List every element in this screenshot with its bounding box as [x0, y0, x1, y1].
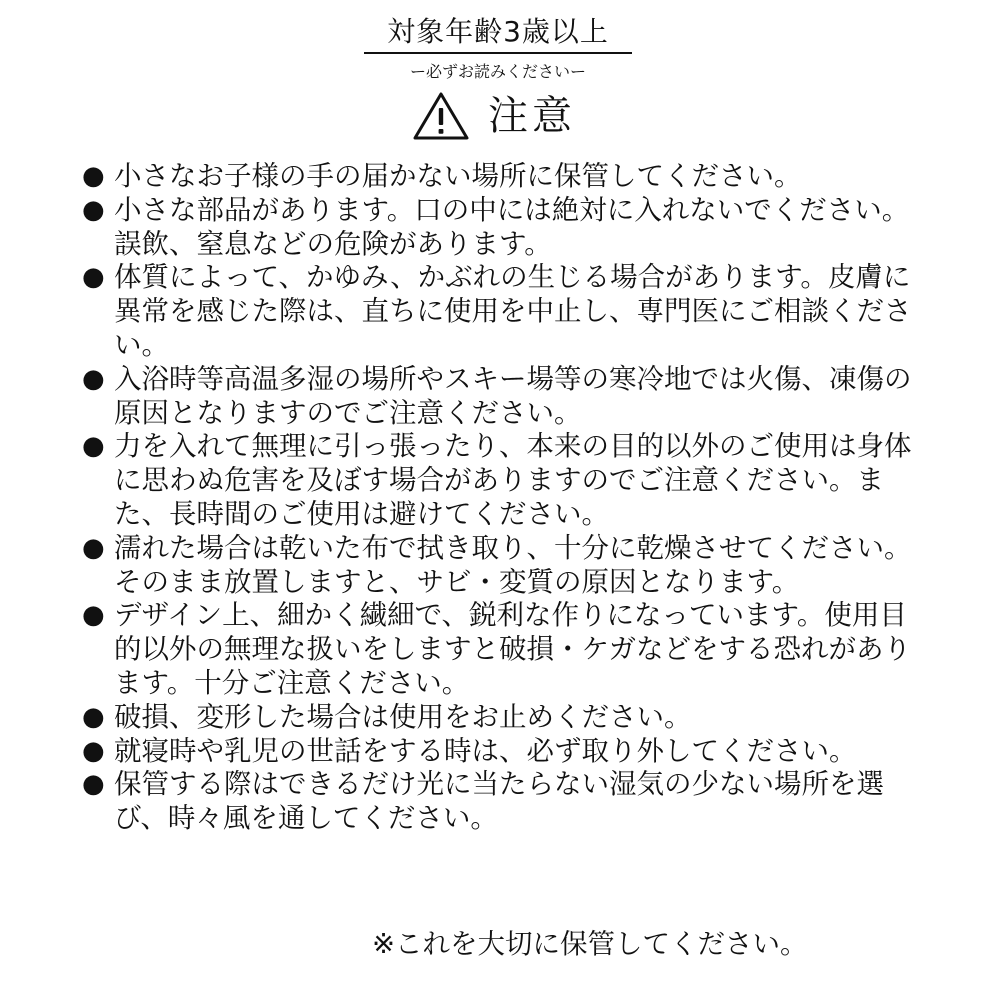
caution-item [82, 701, 952, 735]
caution-item-text: 体質によって、かゆみ、かぶれの生じる場合があります。皮膚に異常を感じた際は、直ちに使用を中止し、専門医にご相談ください。 [114, 261, 912, 361]
read-notice: ー必ずお読みくださいー [409, 62, 586, 81]
caution-item-text: 濡れた場合は乾いた布で拭き取り、十分に乾燥させてください。そのまま放置しますと、サビ・変質の原因となります。 [114, 531, 912, 598]
keep-notice: ※これを大切に保管してください。 [372, 928, 808, 960]
caution-item-text: 入浴時等高温多湿の場所やスキー場等の寒冷地では火傷、凍傷の原因となりますのでご注意ください。 [114, 362, 912, 429]
caution-item [82, 261, 952, 362]
caution-title: 注意 [488, 93, 576, 139]
bullet-icon: ● [82, 262, 105, 293]
caution-item [82, 194, 952, 262]
caution-list [82, 160, 952, 836]
age-title: 対象年齢3歳以上 [387, 15, 609, 48]
caution-item-text: 力を入れて無理に引っ張ったり、本来の目的以外のご使用は身体に思わぬ危害を及ぼす場合がありますのでご注意ください。また、長時間のご使用は避けてください。 [114, 430, 912, 530]
caution-item [82, 599, 952, 700]
bullet-icon: ● [82, 161, 105, 191]
title-divider [364, 52, 632, 54]
bullet-icon: ● [82, 532, 105, 563]
caution-item-text: 破損、変形した場合は使用をお止めください。 [114, 700, 692, 733]
caution-item [82, 735, 952, 769]
bullet-icon: ● [82, 600, 105, 631]
caution-item-text: 小さな部品があります。口の中には絶対に入れないでください。誤飲、窒息などの危険があります。 [114, 193, 910, 260]
bullet-icon: ● [82, 735, 105, 766]
caution-item [82, 430, 952, 531]
caution-item [82, 532, 952, 600]
bullet-icon: ● [82, 769, 105, 800]
bullet-icon: ● [82, 431, 105, 462]
bullet-icon: ● [82, 194, 105, 225]
caution-item-text: 小さなお子様の手の届かない場所に保管してください。 [114, 160, 802, 192]
caution-item [82, 363, 952, 431]
caution-heading [412, 88, 576, 144]
bullet-icon: ● [82, 701, 105, 732]
warning-triangle-icon [412, 91, 470, 141]
caution-item-text: 就寝時や乳児の世話をする時は、必ず取り外してください。 [114, 734, 857, 767]
caution-item [82, 160, 952, 194]
bullet-icon: ● [82, 363, 105, 394]
caution-item-text: デザイン上、細かく繊細で、鋭利な作りになっています。使用目的以外の無理な扱いをしますと破損・ケガなどをする恐れがあります。十分ご注意ください。 [114, 599, 911, 699]
caution-item-text: 保管する際はできるだけ光に当たらない湿気の少ない場所を選び、時々風を通してください。 [114, 768, 884, 835]
caution-item [82, 768, 952, 836]
